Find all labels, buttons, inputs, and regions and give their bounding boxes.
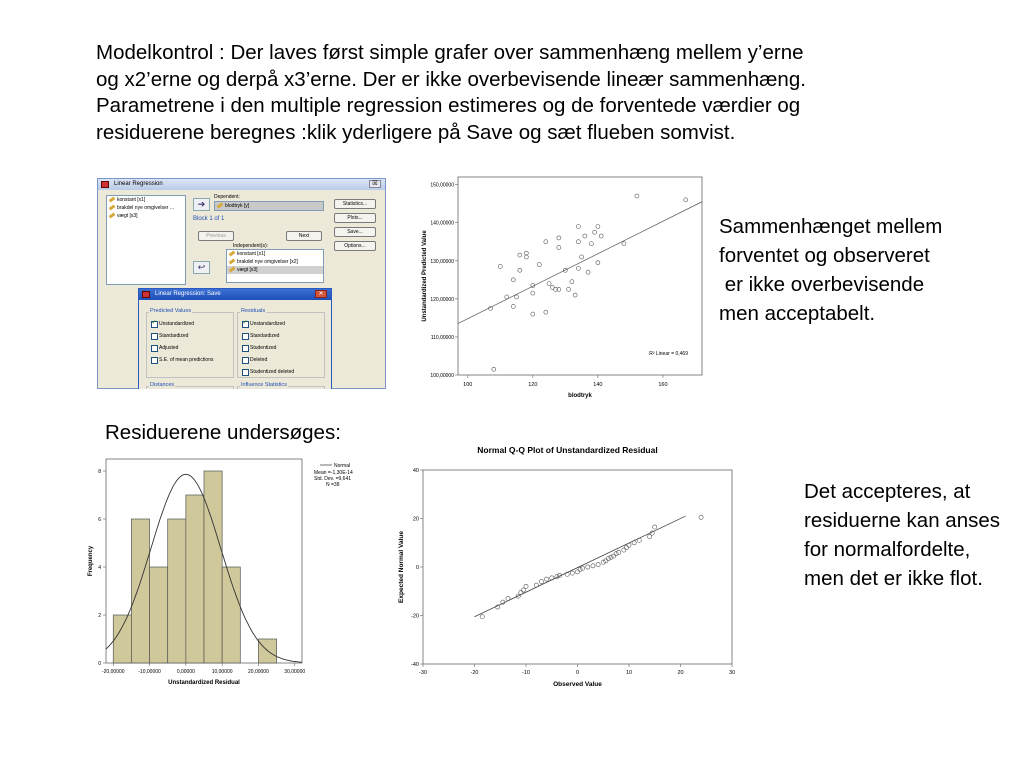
x-tick-label: 140 bbox=[593, 382, 603, 388]
y-tick-label: -20 bbox=[411, 613, 419, 620]
scatter-caption-line-1: Sammenhænget mellem bbox=[719, 215, 943, 238]
variable-item[interactable]: brakdel nye omgivelser ... bbox=[107, 204, 185, 212]
qq-plot-chart bbox=[394, 440, 738, 692]
y-tick-label: -40 bbox=[411, 662, 419, 668]
dependent-label: Dependent: bbox=[214, 194, 240, 200]
y-tick-label: 0 bbox=[98, 661, 101, 667]
histogram-bar bbox=[131, 519, 149, 663]
res-standardized-checkbox[interactable]: Standardized bbox=[242, 332, 279, 340]
independents-list[interactable] bbox=[226, 249, 324, 283]
histogram-bar bbox=[150, 567, 168, 663]
intro-line-4: residuerene beregnes :klik yderligere på Save og sæt flueben somvist. bbox=[96, 120, 736, 144]
histogram-bar bbox=[168, 519, 186, 663]
distances-title: Distances bbox=[150, 382, 175, 388]
res-studentized-deleted-checkbox[interactable]: Studentized deleted bbox=[242, 368, 294, 376]
independent-item[interactable]: konstant [x1] bbox=[227, 250, 323, 258]
x-tick-label: 100 bbox=[463, 382, 473, 388]
x-tick-label: 30 bbox=[728, 670, 736, 676]
qq-caption bbox=[804, 477, 1000, 593]
previous-button[interactable]: Previous bbox=[198, 231, 234, 241]
plot-frame bbox=[458, 177, 702, 375]
independent-item[interactable]: brakdel nye omgivelser [x2] bbox=[227, 258, 323, 266]
y-tick-label: 40 bbox=[412, 468, 419, 474]
pred-se-checkbox[interactable]: S.E. of mean predictions bbox=[151, 356, 213, 364]
dialog-titlebar bbox=[98, 179, 385, 190]
spss-app-icon bbox=[101, 181, 109, 188]
y-axis-label: Unstandardized Predicted Value bbox=[422, 230, 428, 322]
pencil-icon bbox=[217, 203, 224, 209]
residuals-title: Residuals bbox=[241, 308, 266, 314]
x-tick-label: -10,00000 bbox=[138, 669, 161, 675]
residuals-heading: Residuerene undersøges: bbox=[105, 421, 341, 444]
save-dialog-close-button[interactable]: ✕ bbox=[315, 290, 327, 298]
statistics-button[interactable]: Statistics... bbox=[334, 199, 376, 209]
variable-item[interactable]: vægt [x3] bbox=[107, 212, 185, 220]
arrow-left-icon: ↩ bbox=[197, 262, 206, 272]
block-label: Block 1 of 1 bbox=[193, 216, 225, 222]
qq-caption-line-3: for normalfordelte, bbox=[804, 538, 971, 561]
predicted-values-title: Predicted Values bbox=[150, 308, 192, 314]
pencil-icon bbox=[109, 197, 116, 203]
y-tick-label: 140,00000 bbox=[430, 220, 454, 227]
plots-button[interactable]: Plots... bbox=[334, 213, 376, 223]
pred-standardized-checkbox[interactable]: Standardized bbox=[151, 332, 188, 340]
y-axis-label: Frequency bbox=[88, 545, 94, 577]
plot-frame bbox=[423, 470, 732, 664]
pencil-icon bbox=[109, 213, 116, 219]
x-tick-label: 120 bbox=[528, 382, 538, 388]
dependent-item[interactable]: blodtryk [y] bbox=[215, 202, 323, 210]
x-axis-label: Observed Value bbox=[553, 681, 602, 688]
res-unstandardized-checkbox[interactable]: Unstandardized ✓ bbox=[242, 320, 285, 328]
intro-paragraph bbox=[96, 40, 936, 146]
pencil-icon bbox=[229, 251, 236, 257]
r-squared-annotation: R² Linear = 0,469 bbox=[649, 351, 688, 357]
y-tick-label: 100,00000 bbox=[430, 373, 454, 379]
pencil-icon bbox=[229, 259, 236, 265]
legend-normal-label: Normal bbox=[334, 463, 351, 469]
save-button[interactable]: Save... bbox=[334, 227, 376, 237]
legend-stat-line: Mean =-1,30E-14 bbox=[314, 470, 353, 476]
qq-caption-line-4: men det er ikke flot. bbox=[804, 567, 983, 590]
x-tick-label: 20,00000 bbox=[248, 669, 269, 675]
y-tick-label: 4 bbox=[98, 565, 101, 571]
chart-title: Normal Q-Q Plot of Unstandardized Residual bbox=[477, 445, 658, 455]
pred-adjusted-checkbox[interactable]: Adjusted bbox=[151, 344, 178, 352]
scatter-caption-line-3: er ikke overbevisende bbox=[719, 273, 925, 296]
x-axis-label: Unstandardized Residual bbox=[168, 680, 240, 686]
y-tick-label: 110,00000 bbox=[430, 334, 454, 341]
variable-item[interactable]: konstant [x1] bbox=[107, 196, 185, 204]
independents-label: Independent(s): bbox=[233, 243, 269, 249]
dialog-close-button[interactable]: ☒ bbox=[369, 180, 381, 188]
influence-title: Influence Statistics bbox=[241, 382, 287, 388]
scatter-caption bbox=[719, 212, 942, 328]
y-axis-label: Expected Normal Value bbox=[398, 531, 405, 603]
x-tick-label: 30,00000 bbox=[284, 669, 306, 675]
legend-stat-line: N =38 bbox=[326, 482, 340, 488]
dialog-title: Linear Regression bbox=[114, 181, 163, 187]
intro-line-2: og x2’erne og derpå x3’erne. Der er ikke overbevisende lineær sammenhæng. bbox=[96, 67, 806, 91]
qq-caption-line-1: Det accepteres, at bbox=[804, 480, 971, 503]
histogram-bar bbox=[204, 471, 222, 663]
pencil-icon bbox=[229, 267, 236, 273]
variable-list[interactable] bbox=[106, 195, 186, 285]
x-tick-label: 0 bbox=[575, 670, 580, 676]
y-tick-label: 8 bbox=[98, 469, 101, 475]
intro-line-3: Parametrene i den multiple regression estimeres og de forventede værdier og bbox=[96, 94, 801, 117]
save-dialog bbox=[138, 288, 332, 389]
spss-app-icon bbox=[142, 291, 150, 298]
move-dependent-button[interactable] bbox=[193, 198, 210, 211]
y-tick-label: 20 bbox=[412, 516, 419, 523]
save-dialog-titlebar bbox=[139, 289, 331, 300]
y-tick-label: 120,00000 bbox=[430, 296, 454, 303]
qq-caption-line-2: residuerne kan anses bbox=[804, 509, 1001, 532]
histogram-bar bbox=[113, 615, 131, 663]
predicted-vs-blodtryk-chart bbox=[418, 172, 720, 402]
move-independent-button[interactable] bbox=[193, 261, 210, 274]
residual-histogram-chart bbox=[84, 456, 362, 688]
dependent-field[interactable] bbox=[214, 201, 324, 211]
arrow-right-icon: ➔ bbox=[197, 199, 206, 209]
pred-unstandardized-checkbox[interactable]: Unstandardized ✓ bbox=[151, 320, 194, 328]
y-tick-label: 6 bbox=[98, 517, 101, 523]
independent-item[interactable]: vægt [x3] bbox=[227, 266, 323, 274]
y-tick-label: 2 bbox=[98, 613, 101, 619]
y-tick-label: 150,00000 bbox=[430, 182, 454, 189]
y-tick-label: 130,00000 bbox=[430, 258, 454, 265]
x-tick-label: -10 bbox=[522, 670, 530, 676]
save-dialog-title: Linear Regression: Save bbox=[155, 291, 221, 297]
x-tick-label: 0,00000 bbox=[176, 669, 195, 675]
x-axis-label: blodtryk bbox=[568, 393, 592, 399]
next-button[interactable]: Next bbox=[286, 231, 322, 241]
x-tick-label: -30 bbox=[419, 670, 427, 676]
scatter-caption-line-2: forventet og observeret bbox=[719, 244, 930, 267]
intro-line-1: Modelkontrol : Der laves først simple grafer over sammenhæng mellem y’erne bbox=[96, 41, 804, 64]
x-tick-label: 20 bbox=[677, 670, 684, 676]
spss-screenshot bbox=[95, 172, 398, 389]
scatter-caption-line-4: men acceptabelt. bbox=[719, 302, 876, 325]
y-tick-label: 0 bbox=[415, 565, 419, 571]
histogram-bar bbox=[186, 495, 204, 663]
legend-stat-line: Std. Dev. =9,641 bbox=[314, 476, 352, 482]
options-button[interactable]: Options... bbox=[334, 241, 376, 251]
x-tick-label: -20 bbox=[470, 670, 479, 676]
x-tick-label: 10 bbox=[625, 670, 633, 676]
x-tick-label: 160 bbox=[658, 382, 668, 388]
x-tick-label: 10,00000 bbox=[211, 669, 233, 675]
res-studentized-checkbox[interactable]: Studentized bbox=[242, 344, 276, 352]
x-tick-label: -20,00000 bbox=[101, 669, 125, 675]
pencil-icon bbox=[109, 205, 116, 211]
res-deleted-checkbox[interactable]: Deleted bbox=[242, 356, 267, 364]
